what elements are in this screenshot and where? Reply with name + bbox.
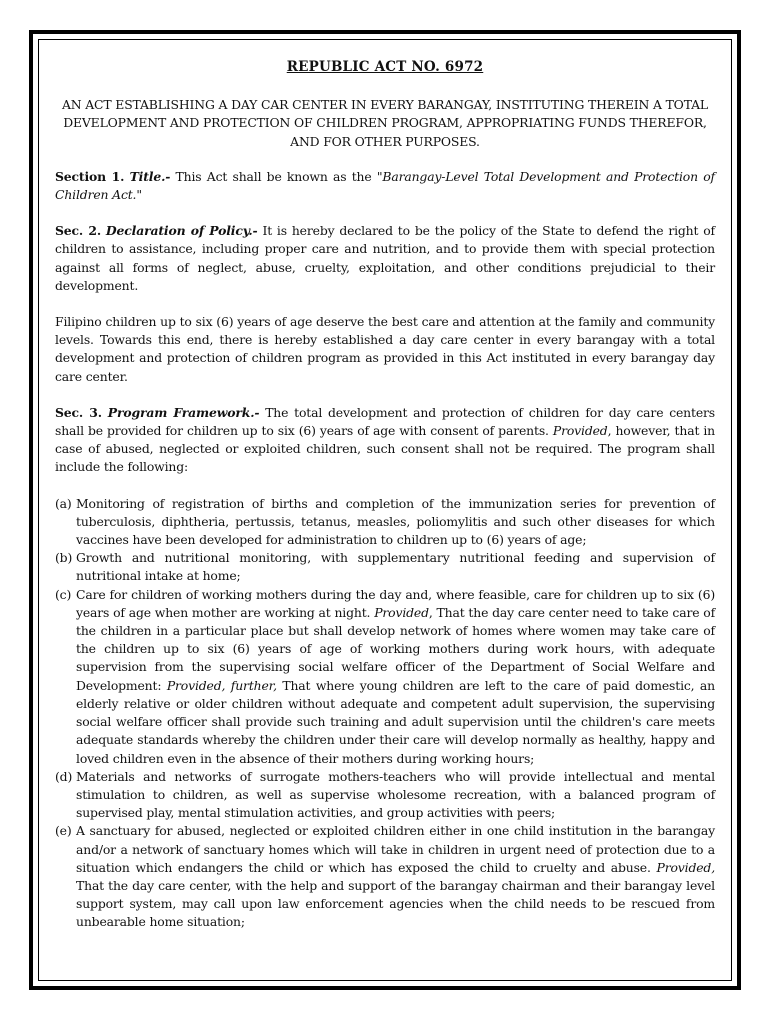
list-item-d (55, 768, 715, 823)
list-item-c-text-b: , That the day care center need to take care of the children in a particular place but shall develop network of homes where women may take care of the children up to six (6) years of age of working mothers during work hours, with adequate supervision from the supervising social welfare officer of the Department of Social Welfare and Development: (76, 604, 716, 693)
list-item-label: (c) (55, 586, 72, 602)
list-item-text (76, 586, 715, 768)
act-number-heading: REPUBLIC ACT NO. 6972 (286, 59, 484, 75)
program-items-list (55, 495, 715, 932)
act-long-title: AN ACT ESTABLISHING A DAY CAR CENTER IN EVERY BARANGAY, INSTITUTING THEREIN A TOTAL DEVELOPMENT AND PROTECTION OF CHILDREN PROGRAM, APPROPRIATING FUNDS THEREFOR, AND FOR OTHER PURPOSES. (61, 97, 709, 149)
section-3-provided: Provided (552, 423, 608, 439)
list-item-text: Growth and nutritional monitoring, with supplementary nutritional feeding and supervision of nutritional intake at home; (76, 550, 715, 584)
list-item-a (55, 495, 715, 550)
document-body (55, 58, 715, 932)
section-3-title: Program Framework.- (107, 404, 260, 420)
section-1-quote: "Barangay-Level Total Development and Protection of Children Act." (55, 168, 715, 203)
list-item-label: (a) (55, 495, 72, 511)
section-1 (55, 168, 715, 204)
list-item-c (55, 586, 715, 768)
list-item-c-text-c: That where young children are left to the care of paid domestic, an elderly relative or older children without adequate and competent adult supervision, the supervising social welfare officer shall provide such training and adult supervision until the children's care meets adequate standards whereby the children under their care will develop normally as healthy, happy and loved children even in the absence of their mothers during working hours; (76, 677, 715, 766)
section-1-label: Section 1. (55, 168, 125, 184)
section-2-label: Sec. 2. (55, 223, 102, 239)
section-1-text: This Act shall be known as the (170, 168, 377, 184)
list-item-c-text-a: Care for children of working mothers during the day and, where feasible, care for children up to six (6) years of age when mother are working at night. (76, 586, 715, 620)
list-item-label: (d) (55, 768, 73, 784)
list-item-e-text-b: That the day care center, with the help and support of the barangay chairman and their barangay level support system, may call upon law enforcement agencies when the child needs to be rescued from unbearable home situation; (76, 877, 715, 930)
list-item-b (55, 549, 715, 585)
list-item-e-text-a: A sanctuary for abused, neglected or exploited children either in one child institution in the barangay and/or a network of sanctuary homes which will take in children in urgent need of protection due to a situation which endangers the child or which has exposed the child to cruelty and abuse. (76, 823, 715, 875)
section-2-paragraph-2: Filipino children up to six (6) years of age deserve the best care and attention at the family and community levels. Towards this end, there is hereby established a day care center in every barangay with a total development and protection of children program as provided in this Act instituted in every barangay day care center. (55, 314, 715, 384)
section-2-title: Declaration of Policy.- (105, 223, 258, 239)
list-item-text: Monitoring of registration of births and completion of the immunization series for prevention of tuberculosis, diphtheria, pertussis, tetanus, measles, poliomylitis and such other diseases for which vaccines have been developed for administration to children up to (6) years of age; (76, 495, 715, 548)
section-3-label: Sec. 3. (55, 404, 102, 420)
section-1-title: Title.- (129, 168, 171, 184)
list-item-e-italic-a: Provided, (656, 859, 715, 875)
list-item-c-italic-a: Provided (374, 604, 429, 620)
section-3 (55, 404, 715, 477)
list-item-label: (b) (55, 550, 73, 566)
section-2 (55, 222, 715, 295)
list-item-text: Materials and networks of surrogate mothers-teachers who will provide intellectual and mental stimulation to children, as well as supervise wholesome recreation, with a balanced program of supervised play, mental stimulation activities, and group activities with peers; (76, 768, 715, 821)
list-item-c-italic-b: Provided, further, (166, 677, 277, 693)
list-item-label: (e) (55, 823, 72, 839)
section-3-text-a: The total development and protection of children for day care centers shall be provided for children up to six (6) years of age with consent of parents. (55, 404, 715, 439)
section-3-text-b: , however, that in case of abused, neglected or exploited children, such consent shall not be required. The program shall include the following: (55, 423, 715, 475)
section-2-text: It is hereby declared to be the policy of the State to defend the right of children to assistance, including proper care and nutrition, and to provide them with special protection against all forms of neglect, abuse, cruelty, exploitation, and other conditions prejudicial to their development. (55, 223, 715, 293)
list-item-e (55, 822, 715, 931)
list-item-text (76, 822, 715, 931)
